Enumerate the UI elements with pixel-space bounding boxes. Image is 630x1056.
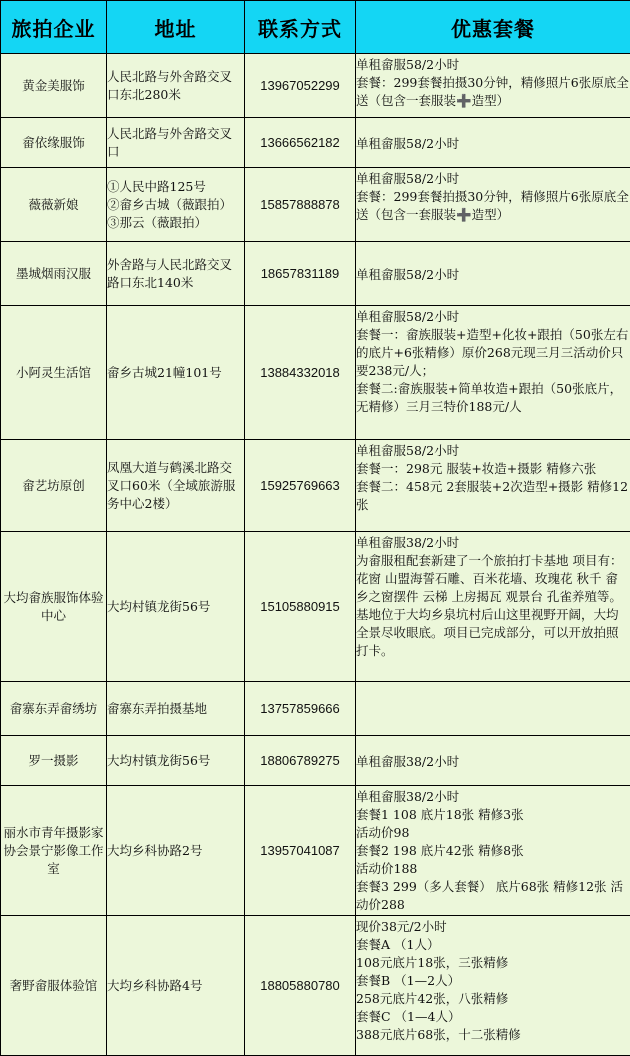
header-offer: 优惠套餐 bbox=[356, 1, 630, 54]
offer-line: 258元底片42张，八张精修 bbox=[356, 990, 630, 1008]
table-row bbox=[1, 532, 630, 682]
header-address: 地址 bbox=[107, 1, 245, 54]
offer-details bbox=[356, 736, 630, 786]
table-row bbox=[1, 682, 630, 736]
offer-line: 套餐一：畲族服装+造型+化妆+跟拍（50张左右的底片+6张精修）原价268元现三月三活动价只要238元/人； bbox=[356, 326, 630, 380]
table-row bbox=[1, 736, 630, 786]
company-name: 畲寨东弄畲绣坊 bbox=[1, 682, 107, 736]
offer-line: 套餐：299套餐拍摄30分钟，精修照片6张原底全送（包含一套服装➕造型） bbox=[356, 74, 630, 110]
offer-details bbox=[356, 306, 630, 440]
table-row bbox=[1, 168, 630, 242]
address: 大均乡科协路4号 bbox=[107, 916, 245, 1056]
offer-details bbox=[356, 532, 630, 682]
offer-line: 单租畲服58/2小时 bbox=[356, 442, 630, 460]
phone-number: 15857888878 bbox=[245, 168, 356, 242]
offer-details bbox=[356, 440, 630, 532]
offer-line: 套餐二：458元 2套服装+2次造型+摄影 精修12张 bbox=[356, 478, 630, 514]
offer-line: 活动价188 bbox=[356, 860, 630, 878]
address: 大均村镇龙街56号 bbox=[107, 532, 245, 682]
address: 人民北路与外舍路交叉口 bbox=[107, 118, 245, 168]
table-row bbox=[1, 54, 630, 118]
offer-details bbox=[356, 242, 630, 306]
offer-line: 现价38元/2小时 bbox=[356, 918, 630, 936]
header-row bbox=[1, 1, 630, 54]
phone-number: 18806789275 bbox=[245, 736, 356, 786]
offer-line: 单租畲服38/2小时 bbox=[356, 788, 630, 806]
offer-details bbox=[356, 54, 630, 118]
offer-line: 单租畲服58/2小时 bbox=[356, 135, 630, 153]
table-row bbox=[1, 306, 630, 440]
company-name: 黄金美服饰 bbox=[1, 54, 107, 118]
company-name: 畲依缘服饰 bbox=[1, 118, 107, 168]
address: 外舍路与人民北路交叉路口东北140米 bbox=[107, 242, 245, 306]
address: 大均村镇龙街56号 bbox=[107, 736, 245, 786]
table-row bbox=[1, 242, 630, 306]
phone-number: 13666562182 bbox=[245, 118, 356, 168]
address: 凤凰大道与鹤溪北路交叉口60米（全域旅游服务中心2楼） bbox=[107, 440, 245, 532]
offer-details bbox=[356, 118, 630, 168]
offer-details bbox=[356, 786, 630, 916]
phone-number: 13967052299 bbox=[245, 54, 356, 118]
table-row bbox=[1, 440, 630, 532]
address: 畲寨东弄拍摄基地 bbox=[107, 682, 245, 736]
phone-number: 18657831189 bbox=[245, 242, 356, 306]
company-name: 丽水市青年摄影家协会景宁影像工作室 bbox=[1, 786, 107, 916]
phone-number: 13757859666 bbox=[245, 682, 356, 736]
header-contact: 联系方式 bbox=[245, 1, 356, 54]
address: ①人民中路125号 ②畲乡古城（薇跟拍） ③那云（薇跟拍） bbox=[107, 168, 245, 242]
offer-line: 套餐一：298元 服装+妆造+摄影 精修六张 bbox=[356, 460, 630, 478]
offer-line: 单租畲服58/2小时 bbox=[356, 266, 630, 284]
address: 畲乡古城21幢101号 bbox=[107, 306, 245, 440]
phone-number: 15925769663 bbox=[245, 440, 356, 532]
company-name: 小阿灵生活馆 bbox=[1, 306, 107, 440]
company-name: 墨城烟雨汉服 bbox=[1, 242, 107, 306]
address: 人民北路与外舍路交叉口东北280米 bbox=[107, 54, 245, 118]
offer-line: 套餐二:畲族服装+简单妆造+跟拍（50张底片，无精修）三月三特价188元/人 bbox=[356, 380, 630, 416]
table-row bbox=[1, 916, 630, 1056]
company-name: 大均畲族服饰体验中心 bbox=[1, 532, 107, 682]
offer-details bbox=[356, 916, 630, 1056]
offer-line: 单租畲服58/2小时 bbox=[356, 308, 630, 326]
offer-line: 套餐：299套餐拍摄30分钟，精修照片6张原底全送（包含一套服装➕造型） bbox=[356, 188, 630, 224]
offer-line: 套餐B （1—2人） bbox=[356, 972, 630, 990]
header-company: 旅拍企业 bbox=[1, 1, 107, 54]
company-name: 罗一摄影 bbox=[1, 736, 107, 786]
phone-number: 15105880915 bbox=[245, 532, 356, 682]
offer-line: 单租畲服38/2小时 bbox=[356, 753, 630, 771]
company-name: 畲艺坊原创 bbox=[1, 440, 107, 532]
offer-line: 单租畲服38/2小时 bbox=[356, 534, 630, 552]
table-row bbox=[1, 786, 630, 916]
offer-details bbox=[356, 682, 630, 736]
offer-line: 108元底片18张，三张精修 bbox=[356, 954, 630, 972]
offer-line: 套餐3 299（多人套餐） 底片68张 精修12张 活动价288 bbox=[356, 878, 630, 914]
offer-line: 388元底片68张，十二张精修 bbox=[356, 1026, 630, 1044]
offer-line: 套餐2 198 底片42张 精修8张 bbox=[356, 842, 630, 860]
company-name: 薇薇新娘 bbox=[1, 168, 107, 242]
phone-number: 13957041087 bbox=[245, 786, 356, 916]
table-row bbox=[1, 118, 630, 168]
offer-line: 单租畲服58/2小时 bbox=[356, 170, 630, 188]
offer-line: 单租畲服58/2小时 bbox=[356, 56, 630, 74]
offer-line: 为畲服租配套新建了一个旅拍打卡基地 项目有：花窗 山盟海誓石雕、百米花墙、玫瑰花 秋千 畲乡之窗摆件 云梯 上房揭瓦 观景台 孔雀养殖等。基地位于大均乡泉坑村后山这里视野开阔，大均全景尽收眼底。项目已完成部分，可以开放拍照打卡。 bbox=[356, 552, 630, 660]
company-name: 奢野畲服体验馆 bbox=[1, 916, 107, 1056]
offer-line: 套餐1 108 底片18张 精修3张 bbox=[356, 806, 630, 824]
offer-details bbox=[356, 168, 630, 242]
address: 大均乡科协路2号 bbox=[107, 786, 245, 916]
offer-line: 活动价98 bbox=[356, 824, 630, 842]
phone-number: 13884332018 bbox=[245, 306, 356, 440]
phone-number: 18805880780 bbox=[245, 916, 356, 1056]
offer-line: 套餐A （1人） bbox=[356, 936, 630, 954]
offer-line: 套餐C （1—4人） bbox=[356, 1008, 630, 1026]
